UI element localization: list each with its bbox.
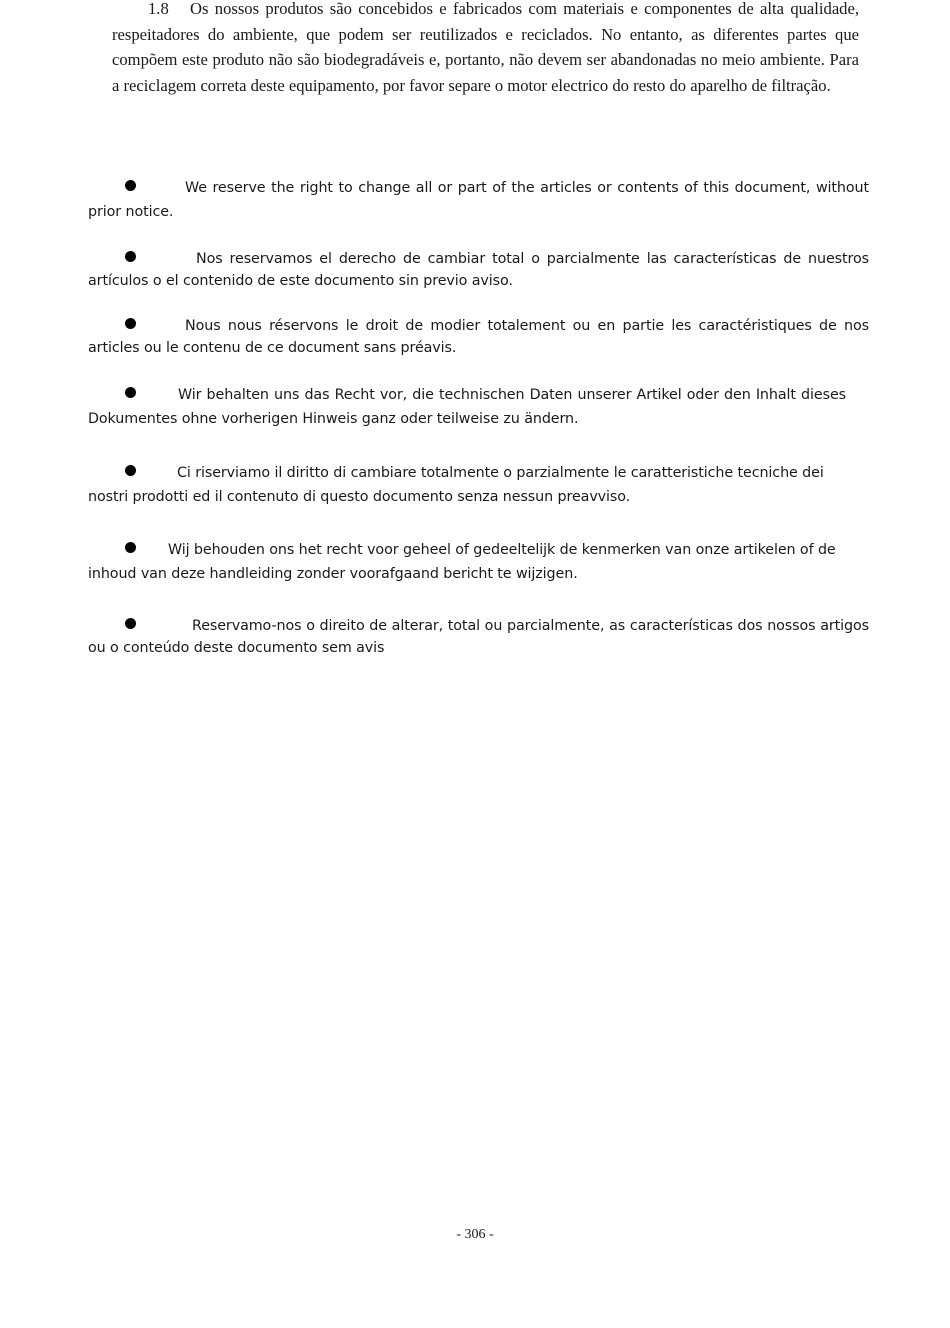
notice-text: Ci riserviamo il diritto di cambiare totalmente o parzialmente le caratteristiche tecniche dei nostri prodotti ed il contenuto di questo documento senza nessun preavviso.	[88, 465, 824, 505]
bullet-icon	[125, 318, 136, 329]
section-1-8-paragraph	[112, 0, 859, 98]
bullet-icon	[125, 180, 136, 191]
notice-english	[88, 176, 869, 224]
section-number: 1.8	[148, 0, 169, 18]
bullet-icon	[125, 542, 136, 553]
notice-text: We reserve the right to change all or part of the articles or contents of this document, without prior notice.	[88, 180, 869, 220]
notice-text: Wij behouden ons het recht voor geheel of gedeeltelijk de kenmerken van onze artikelen of de inhoud van deze handleiding zonder voorafgaand bericht te wijzigen.	[88, 542, 836, 582]
notice-italian	[88, 461, 846, 509]
notice-text: Reservamo-nos o direito de alterar, total ou parcialmente, as características dos nossos artigos ou o conteúdo deste documento sem avis	[88, 618, 869, 656]
bullet-icon	[125, 251, 136, 262]
notice-text: Nous nous réservons le droit de modier totalement ou en partie les caractéristiques de nos articles ou le contenu de ce document sans préavis.	[88, 318, 869, 356]
notice-text: Nos reservamos el derecho de cambiar total o parcialmente las características de nuestros artículos o el contenido de este documento sin previo aviso.	[88, 251, 869, 289]
page-number: - 306 -	[456, 1227, 494, 1242]
notice-portuguese	[88, 615, 869, 659]
notice-german	[88, 383, 846, 431]
bullet-icon	[125, 465, 136, 476]
notice-spanish	[88, 248, 869, 292]
notice-text: Wir behalten uns das Recht vor, die technischen Daten unserer Artikel oder den Inhalt dieses Dokumentes ohne vorherigen Hinweis ganz oder teilweise zu ändern.	[88, 387, 846, 427]
notice-dutch	[88, 538, 846, 586]
bullet-icon	[125, 387, 136, 398]
notice-french	[88, 315, 869, 359]
bullet-icon	[125, 618, 136, 629]
section-text: Os nossos produtos são concebidos e fabricados com materiais e componentes de alta qualidade, respeitadores do ambiente, que podem ser reutilizados e reciclados. No entanto, as diferentes partes que compõem este produto não são biodegradáveis e, portanto, não devem ser abandonadas no meio ambiente. Para a reciclagem correta deste equipamento, por favor separe o motor electrico do resto do aparelho de filtração.	[112, 0, 859, 95]
